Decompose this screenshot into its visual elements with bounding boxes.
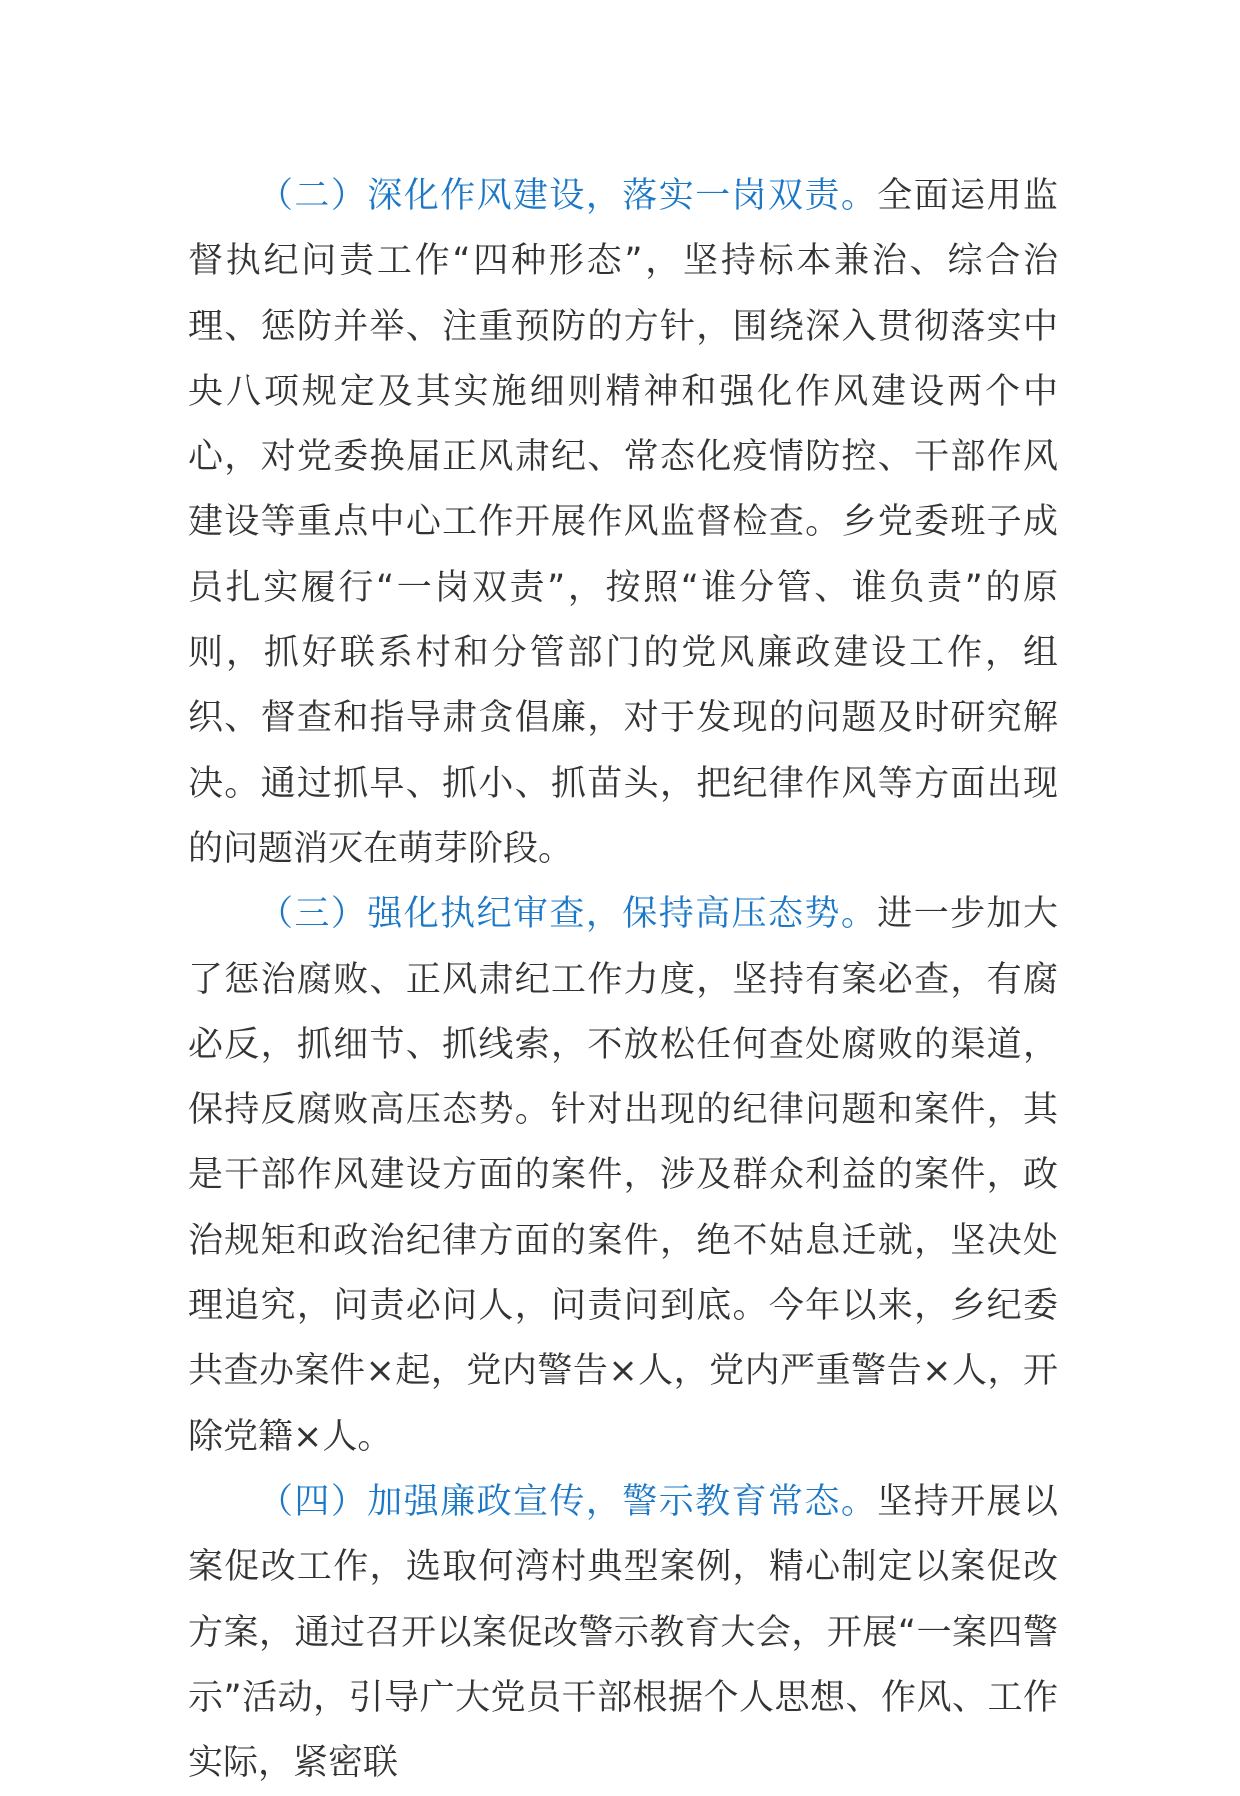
document-body <box>188 164 1058 1796</box>
paragraph-4 <box>188 1470 1058 1796</box>
section-text-2: 全面运用监督执纪问责工作“四种形态”，坚持标本兼治、综合治理、惩防并举、注重预防的方针，围绕深入贯彻落实中央八项规定及其实施细则精神和强化作风建设两个中心，对党委换届正风肃纪、常态化疫情防控、干部作风建设等重点中心工作开展作风监督检查。乡党委班子成员扎实履行“一岗双责”，按照“谁分管、谁负责”的原则，抓好联系村和分管部门的党风廉政建设工作，组织、督查和指导肃贪倡廉，对于发现的问题及时研究解决。通过抓早、抓小、抓苗头，把纪律作风等方面出现的问题消灭在萌芽阶段。 <box>188 176 1058 869</box>
section-heading-2: （二）深化作风建设，落实一岗双责。 <box>258 176 878 216</box>
section-text-3: 进一步加大了惩治腐败、正风肃纪工作力度，坚持有案必查，有腐必反，抓细节、抓线索，不放松任何查处腐败的渠道，保持反腐败高压态势。针对出现的纪律问题和案件，其是干部作风建设方面的案件，涉及群众利益的案件，政治规矩和政治纪律方面的案件，绝不姑息迁就，坚决处理追究，问责必问人，问责问到底。今年以来，乡纪委共查办案件×起，党内警告×人，党内严重警告×人，开除党籍×人。 <box>188 894 1058 1457</box>
section-heading-3: （三）强化执纪审查，保持高压态势。 <box>258 894 878 935</box>
section-text-4: 坚持开展以案促改工作，选取何湾村典型案例，精心制定以案促改方案，通过召开以案促改警示教育大会，开展“一案四警示”活动，引导广大党员干部根据个人思想、作风、工作实际，紧密联 <box>188 1481 1058 1784</box>
section-heading-4: （四）加强廉政宣传，警示教育常态。 <box>258 1481 878 1522</box>
paragraph-3 <box>188 882 1058 1470</box>
paragraph-2 <box>188 164 1058 882</box>
